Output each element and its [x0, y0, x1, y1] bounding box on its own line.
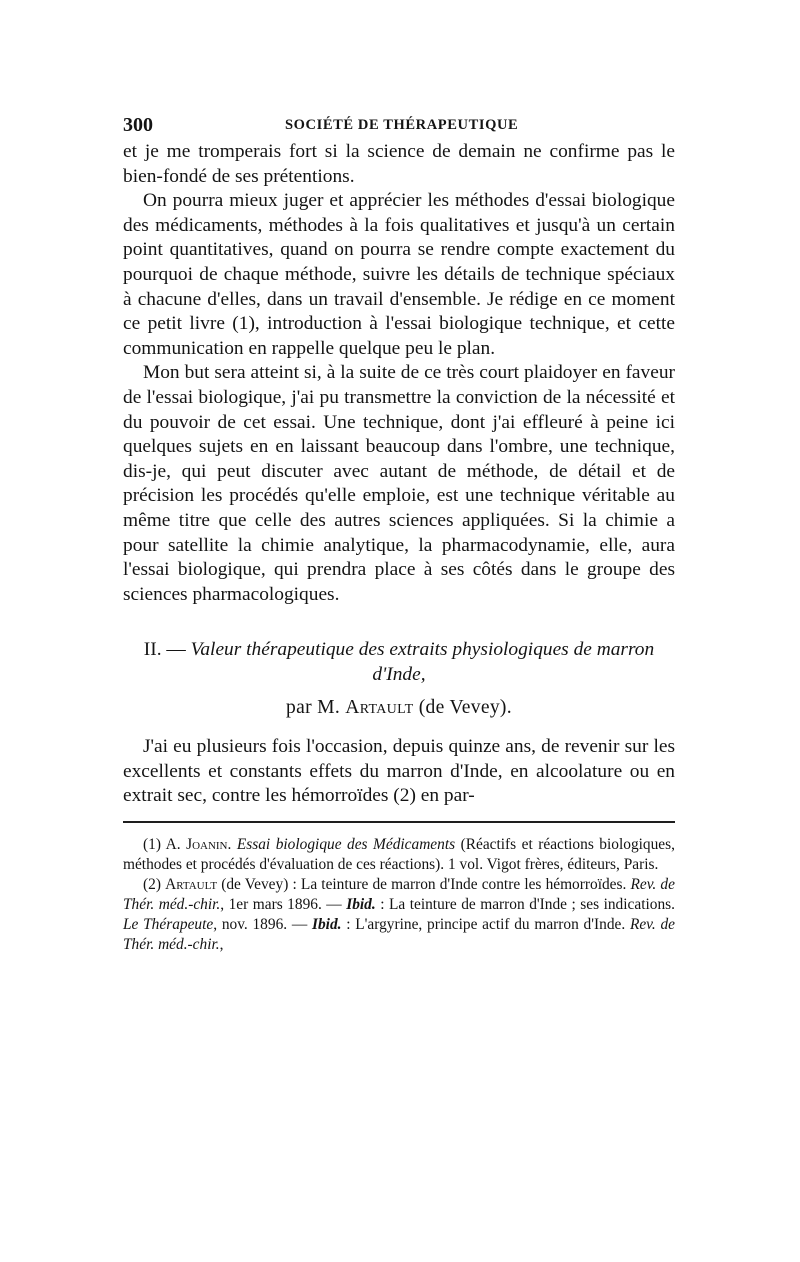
footnote-2-ibid-2: Ibid.: [311, 916, 342, 934]
section-body: [123, 735, 675, 809]
byline-prefix: par M.: [286, 697, 341, 719]
footnote-2-marker: (2): [143, 876, 161, 894]
footnote-1: [123, 835, 675, 875]
body-text: [123, 140, 675, 607]
paragraph-1: et je me tromperais fort si la science de demain ne confirme pas le bien-fondé de ses prétentions.: [123, 141, 675, 187]
footnote-2-text-5: : L'argyrine, principe actif du marron d'Inde.: [346, 916, 626, 934]
footnote-rule: [123, 821, 675, 823]
footnote-2-journal-2: Le Thérapeute: [123, 916, 214, 934]
running-head: [123, 112, 675, 140]
footnote-2-text-3: : La teinture de marron d'Inde ; ses indications.: [380, 896, 675, 914]
footnote-1-initial: A.: [165, 836, 181, 854]
footnote-1-title: Essai biologique des Médicaments: [236, 836, 456, 854]
section-heading: [123, 637, 675, 687]
footnote-2-author: Artault: [165, 876, 218, 894]
paragraph-2: On pourra mieux juger et apprécier les méthodes d'essai biologique des médicaments, méthodes à la fois qualitatives et jusqu'à un certain point quantitatives, quand on pourra se rendre compte exactement du pourquoi de chaque méthode, suivre les détails de technique spéciaux à chacune d'elles, dans un travail d'ensemble. Je rédige en ce moment ce petit livre (1), introduction à l'essai biologique technique, et cette communication en rappelle quelque peu le plan.: [123, 190, 675, 359]
page-number: 300: [123, 114, 153, 136]
byline-author: Artault: [345, 697, 414, 719]
footnote-1-author: Joanin.: [186, 836, 232, 854]
footnote-2-text-1: (de Vevey) : La teinture de marron d'Inde contre les hémorroïdes.: [221, 876, 627, 894]
section-paragraph-1: J'ai eu plusieurs fois l'occasion, depuis quinze ans, de revenir sur les excellents et constants effets du marron d'Inde, en alcoolature ou en extrait sec, contre les hémorroïdes (2) en par-: [123, 736, 675, 807]
footnote-2-journal-3: Rev. de Thér. méd.-chir.: [123, 916, 675, 954]
section-title: Valeur thérapeutique des extraits physiologiques de marron: [190, 639, 655, 661]
section-number: II. —: [143, 639, 186, 661]
byline-suffix: (de Vevey).: [418, 697, 512, 719]
section-title-line2: d'Inde,: [372, 664, 426, 686]
footnote-2-ibid-1: Ibid.: [346, 896, 376, 914]
byline: [123, 697, 675, 719]
footnote-2-text-6: ,: [219, 936, 224, 954]
footnote-2: [123, 875, 675, 955]
book-page: [123, 112, 675, 955]
footnote-1-rest: (Réactifs et réactions biologiques, méthodes et procédés d'évaluation de ces réactions). 1 vol. Vigot frères, éditeurs, Paris.: [123, 836, 675, 874]
running-title: SOCIÉTÉ DE THÉRAPEUTIQUE: [285, 117, 519, 133]
paragraph-3: Mon but sera atteint si, à la suite de ce très court plaidoyer en faveur de l'essai biologique, j'ai pu transmettre la conviction de la nécessité et du pouvoir de cet essai. Une technique, dont j'ai effleuré à peine ici quelques sujets en en laissant beaucoup dans l'ombre, une technique, dis-je, qui peut discuter avec autant de méthode, de détail et de précision les procédés qu'elle emploie, est une technique véritable au même titre que celle des autres sciences appliquées. Si la chimie a pour satellite la chimie analytique, la pharmacodynamie, elle, aura l'essai biologique, qui prendra place à ses côtés dans le groupe des sciences pharmacologiques.: [123, 362, 675, 605]
footnotes: [123, 835, 675, 955]
footnote-1-marker: (1): [143, 836, 161, 854]
footnote-2-text-2: , 1er mars 1896. —: [220, 896, 342, 914]
footnote-2-journal-1: Rev. de Thér. méd.-chir.: [123, 876, 675, 914]
footnote-2-text-4: , nov. 1896. —: [213, 916, 308, 934]
